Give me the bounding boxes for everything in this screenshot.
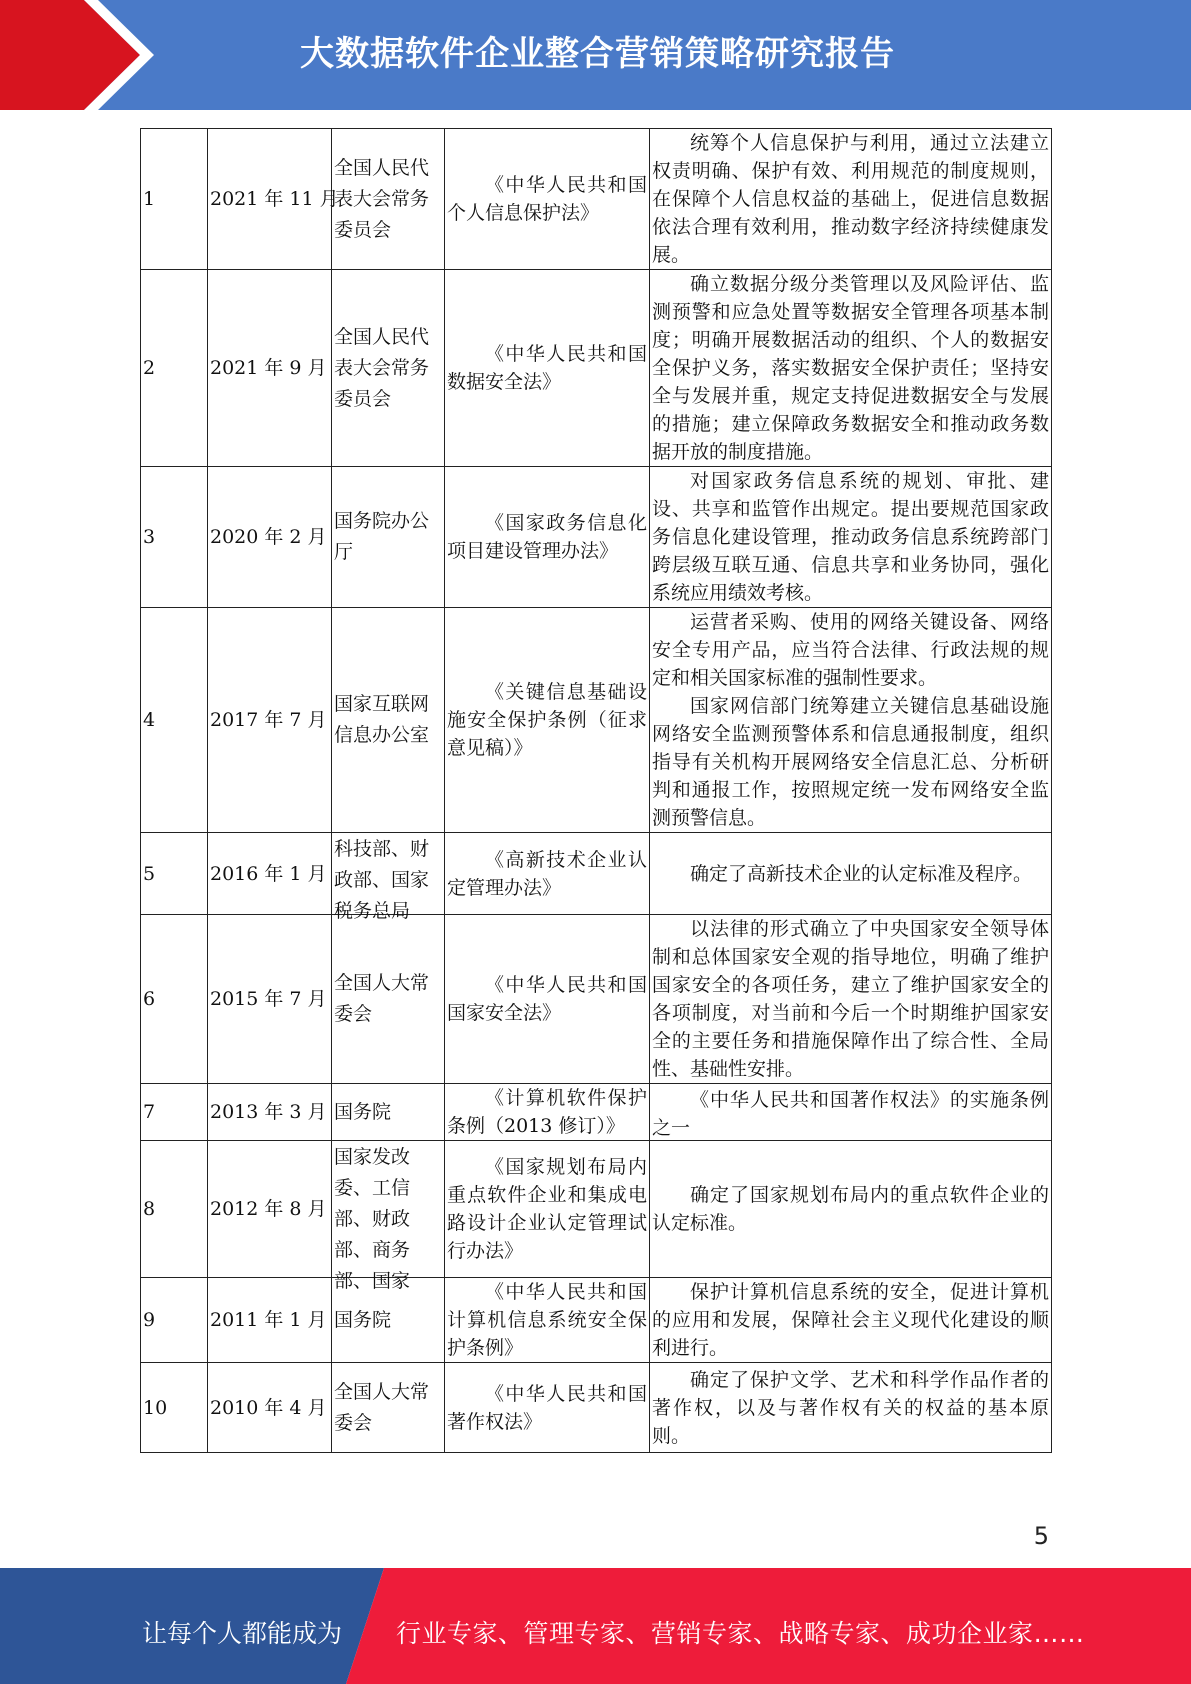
description-text: 确定了保护文学、艺术和科学作品作者的著作权，以及与著作权有关的权益的基本原则。 bbox=[652, 1368, 1049, 1447]
row-issuer: 全国人大常委会 bbox=[332, 915, 445, 1084]
row-issuer bbox=[332, 1141, 445, 1292]
description-text: 统筹个人信息保护与利用，通过立法建立权责明确、保护有效、利用规范的制度规则，在保障个人信息权益的基础上，促进信息数据依法合理有效利用，推动数字经济持续健康发展。 bbox=[652, 132, 1049, 266]
row-law bbox=[445, 1363, 650, 1453]
law-name: 《计算机软件保护条例（2013 修订）》 bbox=[447, 1087, 647, 1137]
row-date: 2010 年 4 月 bbox=[208, 1363, 332, 1453]
description-text: 确立数据分级分类管理以及风险评估、监测预警和应急处置等数据安全管理各项基本制度；明确开展数据活动的组织、个人的数据安全保护义务，落实数据安全保护责任；坚持安全与发展并重，规定支持促进数据安全与发展的措施；建立保障政务数据安全和推动政务数据开放的制度措施。 bbox=[652, 273, 1049, 463]
description-text: 对国家政务信息系统的规划、审批、建设、共享和监管作出规定。提出要规范国家政务信息化建设管理，推动政务信息系统跨部门跨层级互联互通、信息共享和业务协同，强化系统应用绩效考核。 bbox=[652, 470, 1049, 604]
row-date: 2012 年 8 月 bbox=[208, 1141, 332, 1278]
law-name: 《中华人民共和国计算机信息系统安全保护条例》 bbox=[447, 1281, 647, 1359]
page-footer bbox=[0, 1568, 1191, 1684]
row-law bbox=[445, 129, 650, 270]
row-number: 10 bbox=[141, 1363, 208, 1453]
law-name: 《国家规划布局内重点软件企业和集成电路设计企业认定管理试行办法》 bbox=[447, 1156, 647, 1262]
row-law bbox=[445, 270, 650, 467]
row-date: 2017 年 7 月 bbox=[208, 608, 332, 833]
row-law bbox=[445, 1084, 650, 1141]
row-date: 2021 年 11 月 bbox=[208, 129, 332, 270]
table-row bbox=[141, 1278, 1052, 1363]
policy-table-wrapper bbox=[140, 128, 1051, 1447]
law-name: 《中华人民共和国个人信息保护法》 bbox=[447, 174, 647, 224]
row-date: 2013 年 3 月 bbox=[208, 1084, 332, 1141]
row-issuer: 国务院办公厅 bbox=[332, 467, 445, 608]
row-description bbox=[650, 270, 1052, 467]
row-issuer: 全国人大常委会 bbox=[332, 1363, 445, 1453]
page-number: 5 bbox=[1033, 1522, 1049, 1550]
row-date: 2015 年 7 月 bbox=[208, 915, 332, 1084]
row-issuer: 国务院 bbox=[332, 1084, 445, 1141]
description-text: 保护计算机信息系统的安全，促进计算机的应用和发展，保障社会主义现代化建设的顺利进行。 bbox=[652, 1281, 1049, 1359]
description-text: 确定了高新技术企业的认定标准及程序。 bbox=[690, 862, 1033, 885]
table-row bbox=[141, 608, 1052, 833]
row-date: 2016 年 1 月 bbox=[208, 833, 332, 915]
row-description bbox=[650, 915, 1052, 1084]
row-issuer: 国务院 bbox=[332, 1278, 445, 1363]
page-header bbox=[0, 0, 1191, 110]
footer-slogan-right: 行业专家、管理专家、营销专家、战略专家、成功企业家…… bbox=[396, 1619, 1085, 1648]
row-number: 6 bbox=[141, 915, 208, 1084]
law-name: 《国家政务信息化项目建设管理办法》 bbox=[447, 512, 647, 562]
law-name: 《中华人民共和国国家安全法》 bbox=[447, 974, 647, 1024]
law-name: 《高新技术企业认定管理办法》 bbox=[447, 848, 647, 899]
row-issuer bbox=[332, 833, 445, 922]
footer-slogan-left: 让每个人都能成为 bbox=[142, 1619, 343, 1648]
table-row bbox=[141, 467, 1052, 608]
row-description bbox=[650, 1363, 1052, 1453]
description-text: 运营者采购、使用的网络关键设备、网络安全专用产品，应当符合法律、行政法规的规定和相关国家标准的强制性要求。 bbox=[652, 611, 1049, 689]
row-number: 2 bbox=[141, 270, 208, 467]
table-row bbox=[141, 1141, 1052, 1278]
row-description bbox=[650, 1084, 1052, 1141]
law-name: 《中华人民共和国著作权法》 bbox=[447, 1382, 647, 1433]
row-description bbox=[650, 1141, 1052, 1278]
row-law bbox=[445, 915, 650, 1084]
row-law bbox=[445, 467, 650, 608]
table-row bbox=[141, 833, 1052, 915]
row-number: 8 bbox=[141, 1141, 208, 1278]
table-row bbox=[141, 270, 1052, 467]
row-issuer: 全国人民代表大会常务委员会 bbox=[332, 129, 445, 270]
row-number: 4 bbox=[141, 608, 208, 833]
row-issuer: 国家互联网信息办公室 bbox=[332, 608, 445, 833]
row-number: 3 bbox=[141, 467, 208, 608]
row-number: 7 bbox=[141, 1084, 208, 1141]
row-date: 2011 年 1 月 bbox=[208, 1278, 332, 1363]
row-description bbox=[650, 1278, 1052, 1363]
row-law bbox=[445, 608, 650, 833]
row-description bbox=[650, 833, 1052, 915]
row-number: 1 bbox=[141, 129, 208, 270]
description-text: 以法律的形式确立了中央国家安全领导体制和总体国家安全观的指导地位，明确了维护国家安全的各项任务，建立了维护国家安全的各项制度，对当前和今后一个时期维护国家安全的主要任务和措施保障作出了综合性、全局性、基础性安排。 bbox=[652, 918, 1049, 1080]
row-number: 5 bbox=[141, 833, 208, 915]
description-text: 《中华人民共和国著作权法》的实施条例之一 bbox=[652, 1088, 1049, 1139]
row-description bbox=[650, 608, 1052, 833]
table-row bbox=[141, 915, 1052, 1084]
row-date: 2020 年 2 月 bbox=[208, 467, 332, 608]
issuer-text: 科技部、财政部、国家税务总局 bbox=[334, 837, 430, 922]
row-law bbox=[445, 1278, 650, 1363]
report-title: 大数据软件企业整合营销策略研究报告 bbox=[300, 34, 895, 74]
description-text: 确定了国家规划布局内的重点软件企业的认定标准。 bbox=[652, 1184, 1049, 1234]
row-description bbox=[650, 467, 1052, 608]
row-description bbox=[650, 129, 1052, 270]
row-issuer: 全国人民代表大会常务委员会 bbox=[332, 270, 445, 467]
row-date: 2021 年 9 月 bbox=[208, 270, 332, 467]
row-number: 9 bbox=[141, 1278, 208, 1363]
row-law bbox=[445, 1141, 650, 1278]
issuer-text: 国家发改委、工信部、财政部、商务部、国家 bbox=[334, 1145, 411, 1292]
table-row bbox=[141, 1363, 1052, 1453]
table-row bbox=[141, 129, 1052, 270]
description-text-2: 国家网信部门统筹建立关键信息基础设施网络安全监测预警体系和信息通报制度，组织指导有关机构开展网络安全信息汇总、分析研判和通报工作，按照规定统一发布网络安全监测预警信息。 bbox=[652, 695, 1049, 829]
table-row bbox=[141, 1084, 1052, 1141]
law-name: 《中华人民共和国数据安全法》 bbox=[447, 343, 647, 393]
policy-table bbox=[140, 128, 1052, 1453]
row-law bbox=[445, 833, 650, 915]
law-name: 《关键信息基础设施安全保护条例（征求意见稿）》 bbox=[447, 681, 647, 759]
